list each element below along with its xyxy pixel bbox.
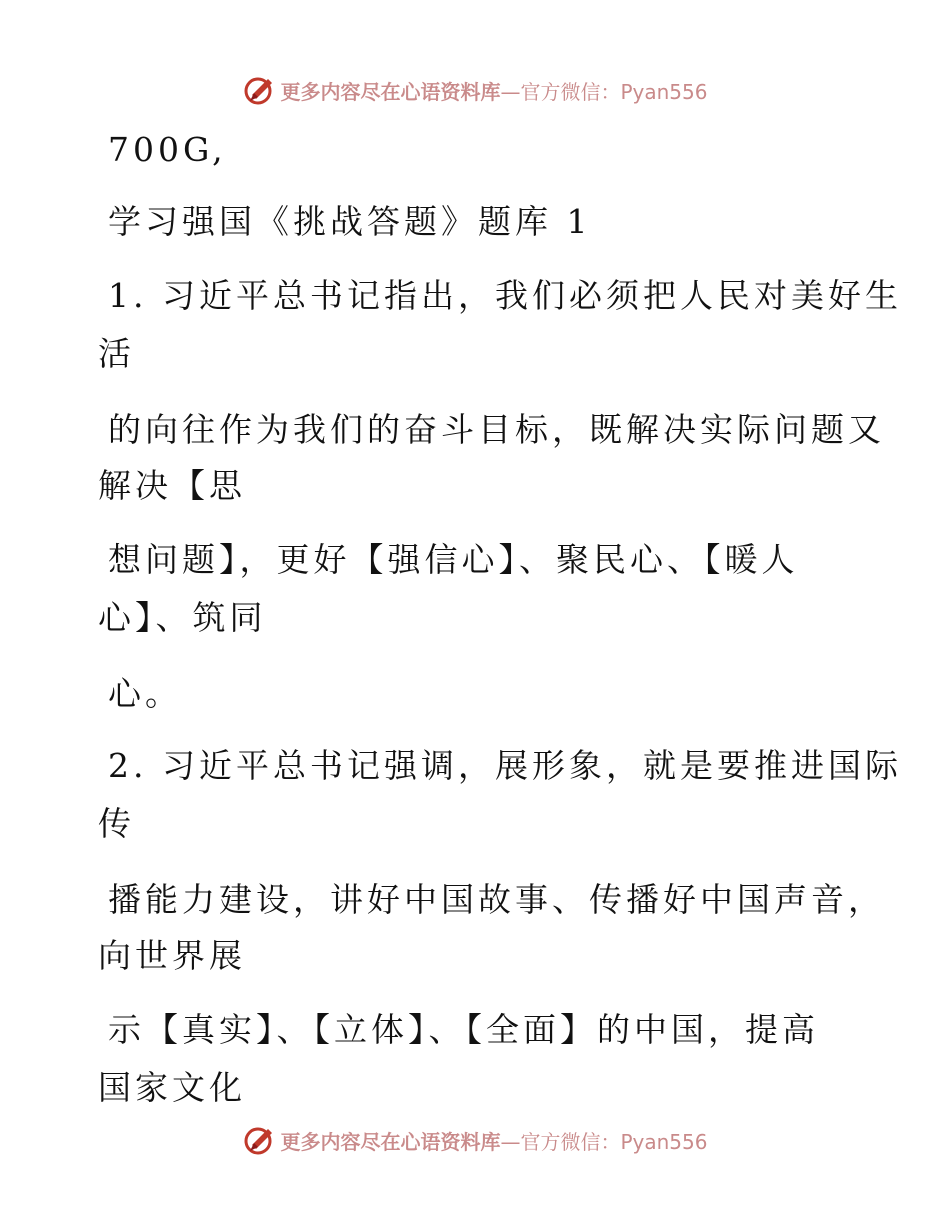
banner-wechat: 官方微信：Pyan556 (520, 1129, 708, 1154)
text-line: 传 (98, 804, 135, 843)
text-line: 国家文化 (98, 1068, 246, 1107)
text-line: 播能力建设，讲好中国故事、传播好中国声音， (108, 880, 885, 919)
text-line: 示【真实】、【立体】、【全面】的中国，提高 (108, 1010, 819, 1049)
text-line: 想问题】，更好【强信心】、聚民心、【暖人 (108, 540, 799, 579)
text-line: 的向往作为我们的奋斗目标，既解决实际问题又 (108, 410, 885, 449)
banner-separator: — (500, 1129, 521, 1154)
banner-separator: — (500, 79, 521, 104)
text-line: 心。 (108, 674, 182, 713)
banner-text (280, 1126, 707, 1155)
text-line: 向世界展 (98, 936, 246, 975)
pen-circle-logo-icon (242, 1123, 276, 1157)
text-line: 心】、筑同 (98, 598, 267, 637)
text-line: 1. 习近平总书记指出，我们必须把人民对美好生 (108, 276, 902, 315)
banner-title: 更多内容尽在心语资料库 (280, 1129, 501, 1154)
text-line: 700G, (108, 130, 227, 169)
banner-title: 更多内容尽在心语资料库 (280, 79, 501, 104)
text-line: 学习强国《挑战答题》题库 1 (108, 202, 592, 241)
banner-wechat: 官方微信：Pyan556 (520, 79, 708, 104)
text-line: 活 (98, 334, 135, 373)
text-line: 解决【思 (98, 466, 246, 505)
text-line: 2. 习近平总书记强调，展形象，就是要推进国际 (108, 746, 902, 785)
footer-banner (0, 1120, 950, 1160)
